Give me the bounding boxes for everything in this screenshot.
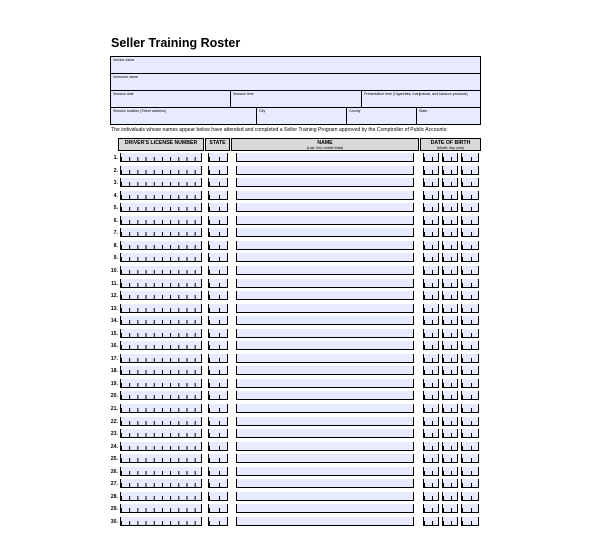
dob-day-input[interactable] — [442, 504, 458, 513]
dob-day-input[interactable] — [442, 266, 458, 275]
state-input[interactable] — [208, 203, 228, 212]
license-number-input[interactable] — [120, 329, 202, 338]
dob-day-input[interactable] — [442, 479, 458, 488]
dob-day-input[interactable] — [442, 329, 458, 338]
name-input[interactable] — [236, 341, 414, 350]
dob-day-input[interactable] — [442, 279, 458, 288]
state-input[interactable] — [208, 266, 228, 275]
dob-year-input[interactable] — [461, 279, 479, 288]
dob-year-input[interactable] — [461, 153, 479, 162]
state-input[interactable] — [208, 517, 228, 526]
license-number-input[interactable] — [120, 429, 202, 438]
dob-month-input[interactable] — [423, 417, 439, 426]
name-input[interactable] — [236, 366, 414, 375]
name-input[interactable] — [236, 429, 414, 438]
name-input[interactable] — [236, 454, 414, 463]
license-number-input[interactable] — [120, 479, 202, 488]
header-dob-sublabel: (Month, day, year) — [436, 146, 465, 151]
row-number: 9. — [113, 255, 118, 262]
dob-month-input[interactable] — [423, 279, 439, 288]
name-input[interactable] — [236, 304, 414, 313]
dob-year-input[interactable] — [461, 166, 479, 175]
license-number-input[interactable] — [120, 442, 202, 451]
state-input[interactable] — [208, 442, 228, 451]
row-number: 24. — [110, 443, 118, 450]
row-number: 18. — [110, 368, 118, 375]
row-number: 7. — [113, 230, 118, 237]
license-number-input[interactable] — [120, 153, 202, 162]
license-number-input[interactable] — [120, 391, 202, 400]
dob-year-input[interactable] — [461, 191, 479, 200]
dob-day-input[interactable] — [442, 203, 458, 212]
license-number-input[interactable] — [120, 228, 202, 237]
license-number-input[interactable] — [120, 366, 202, 375]
state-input[interactable] — [208, 316, 228, 325]
state-input[interactable] — [208, 228, 228, 237]
dob-month-input[interactable] — [423, 329, 439, 338]
vendor-name-label: Vendor name — [113, 58, 135, 62]
name-input[interactable] — [236, 391, 414, 400]
dob-year-input[interactable] — [461, 379, 479, 388]
dob-day-input[interactable] — [442, 417, 458, 426]
dob-year-input[interactable] — [461, 203, 479, 212]
row-number: 11. — [111, 280, 118, 287]
state-input[interactable] — [208, 417, 228, 426]
row-number: 21. — [110, 406, 118, 412]
license-number-input[interactable] — [120, 291, 202, 300]
name-input[interactable] — [236, 166, 414, 175]
instructor-name-label: Instructor name — [113, 75, 138, 79]
state-input[interactable] — [208, 191, 228, 200]
dob-month-input[interactable] — [423, 153, 439, 162]
dob-month-input[interactable] — [423, 253, 439, 262]
dob-month-input[interactable] — [423, 479, 439, 488]
dob-year-input[interactable] — [461, 354, 479, 363]
license-number-input[interactable] — [120, 241, 202, 250]
name-input[interactable] — [236, 279, 414, 288]
name-input[interactable] — [236, 479, 414, 488]
dob-year-input[interactable] — [461, 291, 479, 300]
license-number-input[interactable] — [120, 216, 202, 225]
header-license-label: DRIVER'S LICENSE NUMBER — [124, 140, 198, 146]
row-number: 3. — [113, 180, 118, 187]
name-input[interactable] — [236, 379, 414, 388]
dob-month-input[interactable] — [423, 429, 439, 438]
license-number-input[interactable] — [120, 379, 202, 388]
row-number: 28. — [110, 493, 118, 500]
name-input[interactable] — [236, 241, 414, 250]
dob-year-input[interactable] — [461, 492, 479, 501]
name-input[interactable] — [236, 404, 414, 413]
session-date-label: Session date — [113, 92, 134, 96]
dob-day-input[interactable] — [442, 228, 458, 237]
name-input[interactable] — [236, 191, 414, 200]
dob-year-input[interactable] — [461, 341, 479, 350]
dob-day-input[interactable] — [442, 166, 458, 175]
header-name-label: NAME — [317, 140, 333, 146]
dob-year-input[interactable] — [461, 467, 479, 476]
header-state — [205, 138, 230, 151]
state-input[interactable] — [208, 291, 228, 300]
name-input[interactable] — [236, 492, 414, 501]
dob-day-input[interactable] — [442, 429, 458, 438]
license-number-input[interactable] — [120, 404, 202, 413]
license-number-input[interactable] — [120, 266, 202, 275]
dob-day-input[interactable] — [442, 291, 458, 300]
state-input[interactable] — [208, 454, 228, 463]
dob-year-input[interactable] — [461, 429, 479, 438]
dob-year-input[interactable] — [461, 404, 479, 413]
dob-year-input[interactable] — [461, 216, 479, 225]
name-input[interactable] — [236, 329, 414, 338]
row-number: 25. — [110, 456, 118, 463]
dob-day-input[interactable] — [442, 379, 458, 388]
dob-month-input[interactable] — [423, 354, 439, 363]
dob-day-input[interactable] — [442, 153, 458, 162]
state-input[interactable] — [208, 504, 228, 513]
row-number: 14. — [110, 318, 118, 325]
row-number: 17. — [110, 355, 118, 362]
county-label: County — [349, 109, 361, 113]
dob-month-input[interactable] — [423, 467, 439, 476]
row-number: 2. — [113, 167, 118, 174]
license-number-input[interactable] — [120, 203, 202, 212]
dob-year-input[interactable] — [461, 241, 479, 250]
dob-month-input[interactable] — [423, 379, 439, 388]
session-location-label: Session location (Street address) — [113, 109, 166, 113]
dob-month-input[interactable] — [423, 341, 439, 350]
city-label: City — [259, 109, 266, 113]
state-input[interactable] — [208, 216, 228, 225]
dob-month-input[interactable] — [423, 517, 439, 526]
license-number-input[interactable] — [120, 354, 202, 363]
state-input[interactable] — [208, 366, 228, 375]
vendor-name-field[interactable] — [111, 57, 480, 73]
name-input[interactable] — [236, 266, 414, 275]
dob-day-input[interactable] — [442, 492, 458, 501]
state-input[interactable] — [208, 329, 228, 338]
dob-day-input[interactable] — [442, 354, 458, 363]
state-input[interactable] — [208, 241, 228, 250]
name-input[interactable] — [236, 178, 414, 187]
state-input[interactable] — [208, 379, 228, 388]
name-input[interactable] — [236, 316, 414, 325]
dob-month-input[interactable] — [423, 504, 439, 513]
license-number-input[interactable] — [120, 417, 202, 426]
name-input[interactable] — [236, 504, 414, 513]
header-state-label: STATE — [209, 140, 226, 146]
dob-year-input[interactable] — [461, 479, 479, 488]
row-number: 10. — [110, 267, 118, 274]
header-license — [118, 138, 204, 151]
instructor-name-field[interactable] — [111, 74, 480, 90]
state-input[interactable] — [208, 479, 228, 488]
license-number-input[interactable] — [120, 166, 202, 175]
row-number: 29. — [110, 506, 118, 513]
dob-month-input[interactable] — [423, 391, 439, 400]
dob-day-input[interactable] — [442, 467, 458, 476]
dob-day-input[interactable] — [442, 391, 458, 400]
dob-year-input[interactable] — [461, 454, 479, 463]
dob-day-input[interactable] — [442, 454, 458, 463]
state-input[interactable] — [208, 178, 228, 187]
license-number-input[interactable] — [120, 316, 202, 325]
state-input[interactable] — [208, 404, 228, 413]
session-location-field[interactable] — [111, 108, 257, 124]
dob-year-input[interactable] — [461, 366, 479, 375]
license-number-input[interactable] — [120, 304, 202, 313]
dob-month-input[interactable] — [423, 366, 439, 375]
state-input[interactable] — [208, 429, 228, 438]
session-date-field[interactable] — [111, 91, 231, 107]
dob-day-input[interactable] — [442, 241, 458, 250]
name-input[interactable] — [236, 417, 414, 426]
state-input[interactable] — [208, 341, 228, 350]
name-input[interactable] — [236, 228, 414, 237]
license-number-input[interactable] — [120, 253, 202, 262]
row-number: 30. — [110, 518, 118, 525]
row-number: 26. — [110, 468, 118, 475]
dob-month-input[interactable] — [423, 166, 439, 175]
row-number: 22. — [110, 418, 118, 425]
row-number: 1. — [113, 155, 118, 161]
dob-year-input[interactable] — [461, 253, 479, 262]
dob-year-input[interactable] — [461, 228, 479, 237]
dob-month-input[interactable] — [423, 316, 439, 325]
header-name — [231, 138, 419, 151]
dob-day-input[interactable] — [442, 404, 458, 413]
session-time-label: Session time — [233, 92, 254, 96]
dob-month-input[interactable] — [423, 266, 439, 275]
license-number-input[interactable] — [120, 492, 202, 501]
header-dob — [420, 138, 481, 151]
dob-month-input[interactable] — [423, 492, 439, 501]
dob-day-input[interactable] — [442, 216, 458, 225]
dob-month-input[interactable] — [423, 178, 439, 187]
dob-year-input[interactable] — [461, 504, 479, 513]
state-input[interactable] — [208, 153, 228, 162]
row-number: 6. — [113, 217, 118, 224]
dob-day-input[interactable] — [442, 304, 458, 313]
row-number: 27. — [110, 481, 118, 488]
dob-day-input[interactable] — [442, 366, 458, 375]
state-label: State — [419, 109, 428, 113]
dob-month-input[interactable] — [423, 241, 439, 250]
dob-month-input[interactable] — [423, 304, 439, 313]
state-input[interactable] — [208, 354, 228, 363]
name-input[interactable] — [236, 203, 414, 212]
name-input[interactable] — [236, 153, 414, 162]
license-number-input[interactable] — [120, 279, 202, 288]
dob-month-input[interactable] — [423, 442, 439, 451]
name-input[interactable] — [236, 467, 414, 476]
state-input[interactable] — [208, 166, 228, 175]
dob-year-input[interactable] — [461, 316, 479, 325]
presentation-time-label: Presentation time (Cigarettes, marijuanas, and tobacco products) — [364, 92, 468, 96]
license-number-input[interactable] — [120, 517, 202, 526]
row-number: 8. — [113, 242, 118, 249]
dob-month-input[interactable] — [423, 191, 439, 200]
dob-year-input[interactable] — [461, 417, 479, 426]
session-time-field[interactable] — [231, 91, 362, 107]
state-input[interactable] — [208, 467, 228, 476]
name-input[interactable] — [236, 442, 414, 451]
dob-month-input[interactable] — [423, 203, 439, 212]
dob-year-input[interactable] — [461, 329, 479, 338]
row-number: 13. — [110, 305, 118, 312]
page-title: Seller Training Roster — [111, 36, 241, 50]
header-dob-label: DATE OF BIRTH — [430, 140, 471, 146]
row-number: 5. — [113, 205, 118, 212]
dob-day-input[interactable] — [442, 316, 458, 325]
license-number-input[interactable] — [120, 178, 202, 187]
name-input[interactable] — [236, 291, 414, 300]
license-number-input[interactable] — [120, 467, 202, 476]
license-number-input[interactable] — [120, 504, 202, 513]
dob-year-input[interactable] — [461, 517, 479, 526]
dob-month-input[interactable] — [423, 291, 439, 300]
dob-day-input[interactable] — [442, 341, 458, 350]
row-number: 15. — [110, 330, 118, 337]
dob-day-input[interactable] — [442, 517, 458, 526]
state-input[interactable] — [208, 253, 228, 262]
state-input[interactable] — [208, 492, 228, 501]
state-field[interactable] — [417, 108, 480, 124]
info-row-instructor — [111, 74, 480, 91]
dob-month-input[interactable] — [423, 454, 439, 463]
name-input[interactable] — [236, 216, 414, 225]
county-field[interactable] — [347, 108, 417, 124]
dob-year-input[interactable] — [461, 304, 479, 313]
license-number-input[interactable] — [120, 454, 202, 463]
header-name-sublabel: (Last, first, middle initial) — [306, 146, 344, 151]
name-input[interactable] — [236, 354, 414, 363]
info-row-vendor — [111, 57, 480, 74]
instructions-text: The individuals whose names appear below have attended and completed a Seller Training Program approved by the Comptroller of Public Accounts: — [111, 127, 448, 133]
row-number: 16. — [110, 343, 118, 350]
license-number-input[interactable] — [120, 341, 202, 350]
state-input[interactable] — [208, 391, 228, 400]
dob-year-input[interactable] — [461, 266, 479, 275]
license-number-input[interactable] — [120, 191, 202, 200]
city-field[interactable] — [257, 108, 347, 124]
info-row-location — [111, 108, 480, 124]
dob-month-input[interactable] — [423, 404, 439, 413]
dob-year-input[interactable] — [461, 178, 479, 187]
dob-year-input[interactable] — [461, 442, 479, 451]
dob-day-input[interactable] — [442, 191, 458, 200]
dob-month-input[interactable] — [423, 228, 439, 237]
state-input[interactable] — [208, 304, 228, 313]
dob-day-input[interactable] — [442, 442, 458, 451]
dob-day-input[interactable] — [442, 253, 458, 262]
name-input[interactable] — [236, 253, 414, 262]
row-number: 20. — [110, 393, 118, 400]
info-row-session — [111, 91, 480, 108]
dob-year-input[interactable] — [461, 391, 479, 400]
row-number: 23. — [110, 431, 118, 438]
row-number: 12. — [110, 293, 118, 300]
name-input[interactable] — [236, 517, 414, 526]
dob-month-input[interactable] — [423, 216, 439, 225]
presentation-time-field[interactable] — [362, 91, 480, 107]
row-number: 4. — [113, 192, 118, 199]
row-number: 19. — [110, 380, 118, 387]
state-input[interactable] — [208, 279, 228, 288]
session-info-box — [110, 56, 481, 125]
dob-day-input[interactable] — [442, 178, 458, 187]
